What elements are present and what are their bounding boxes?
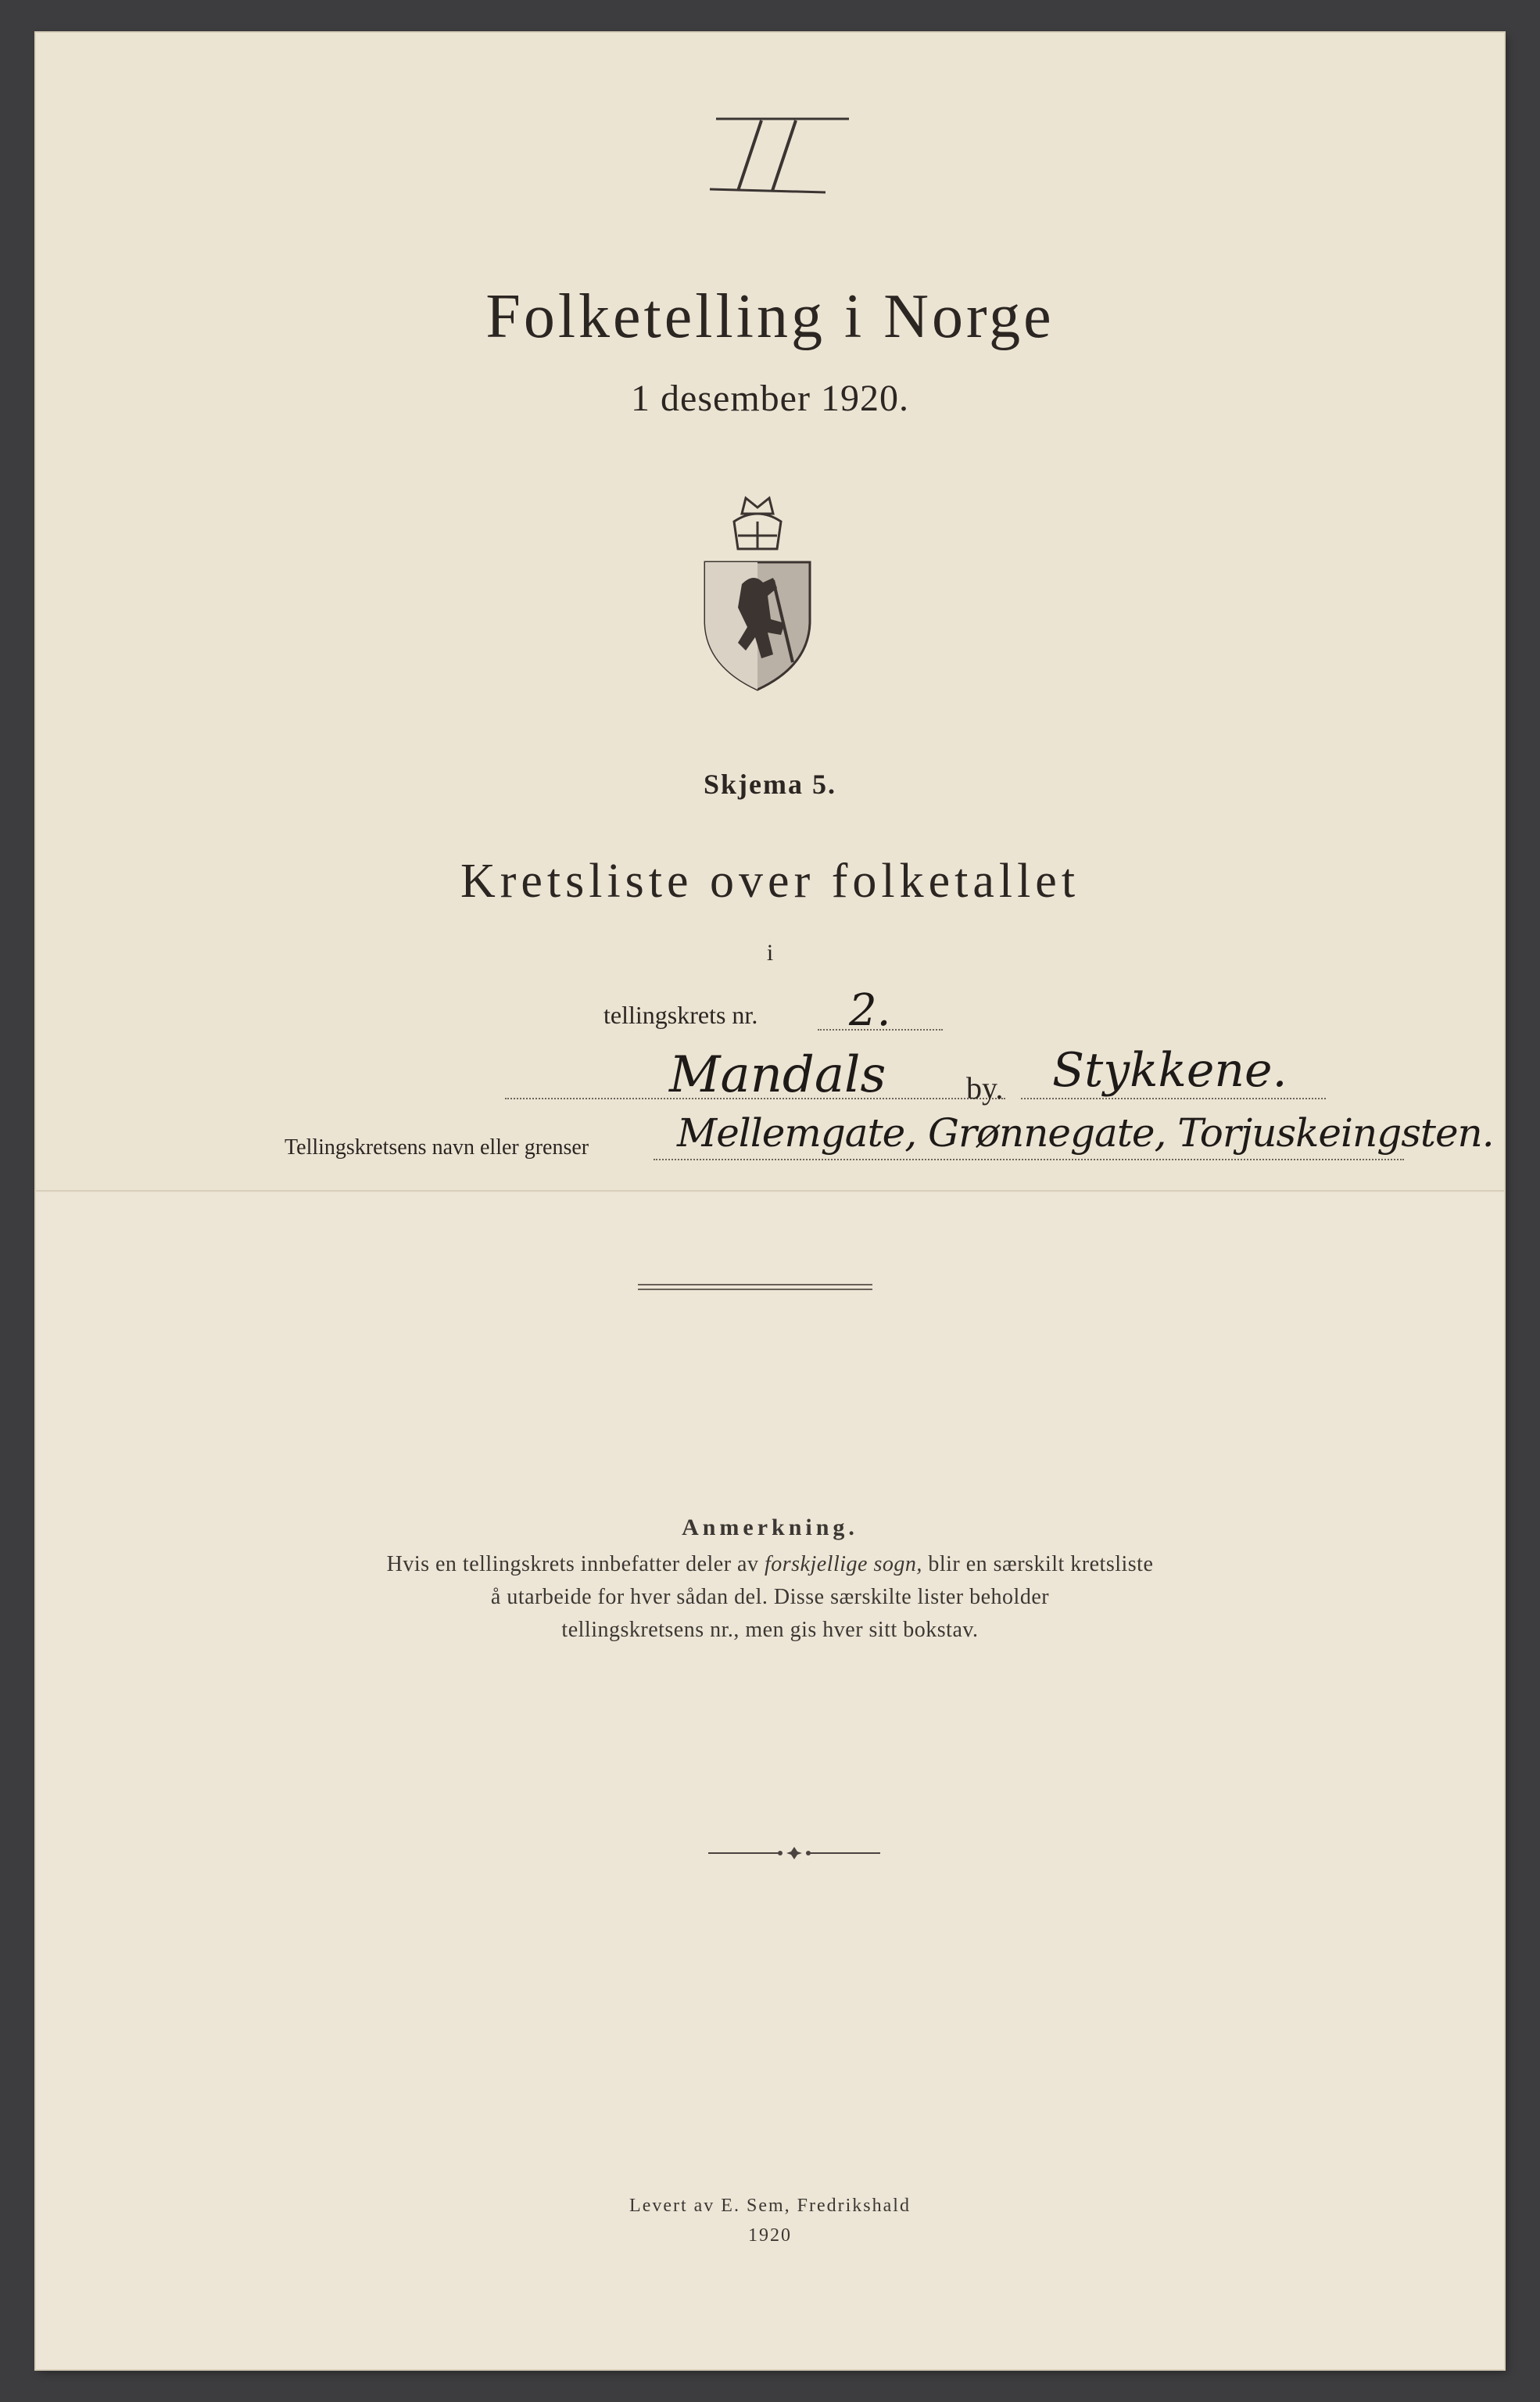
note-line-2: å utarbeide for hver sådan del. Disse særskilte lister beholder xyxy=(490,1585,1050,1609)
note-title: Anmerkning. xyxy=(682,1515,858,1540)
city-label: by. xyxy=(966,1070,1004,1106)
boundaries-label: Tellingskretsens navn eller grenser xyxy=(285,1135,589,1160)
coat-of-arms-icon xyxy=(699,490,816,694)
note-line-3: tellingskretsens nr., men gis hver sitt bokstav. xyxy=(561,1618,979,1642)
page-subtitle: 1 desember 1920. xyxy=(631,378,909,419)
page-title: Folketelling i Norge xyxy=(485,282,1055,351)
city-line-after xyxy=(1021,1098,1326,1099)
city-name-value: Mandals xyxy=(669,1046,886,1104)
city-district-value: Stykkene. xyxy=(1052,1043,1288,1098)
divider-rule-2 xyxy=(638,1289,872,1290)
note-text xyxy=(36,1548,1504,1647)
printer-credit: Levert av E. Sem, Fredrikshald xyxy=(629,2196,911,2216)
schema-label: Skjema 5. xyxy=(704,769,836,800)
boundaries-line xyxy=(654,1159,1404,1160)
district-number-label: tellingskrets nr. xyxy=(603,1001,758,1029)
district-number-value: 2. xyxy=(849,985,891,1036)
ornament-divider-icon xyxy=(708,1845,880,1861)
divider-rule xyxy=(638,1284,872,1285)
note-line-1: Hvis en tellingskrets innbefatter deler av forskjellige sogn, blir en særskilt kretsliste xyxy=(386,1552,1154,1576)
boundaries-value: Mellemgate, Grønnegate, Torjuskeingsten. xyxy=(677,1110,1494,1156)
census-form-page xyxy=(36,33,1504,2369)
printer-year: 1920 xyxy=(748,2225,792,2246)
form-heading: Kretsliste over folketallet xyxy=(460,855,1080,908)
roman-numeral-mark xyxy=(708,97,865,214)
connector-word: i xyxy=(766,940,774,966)
